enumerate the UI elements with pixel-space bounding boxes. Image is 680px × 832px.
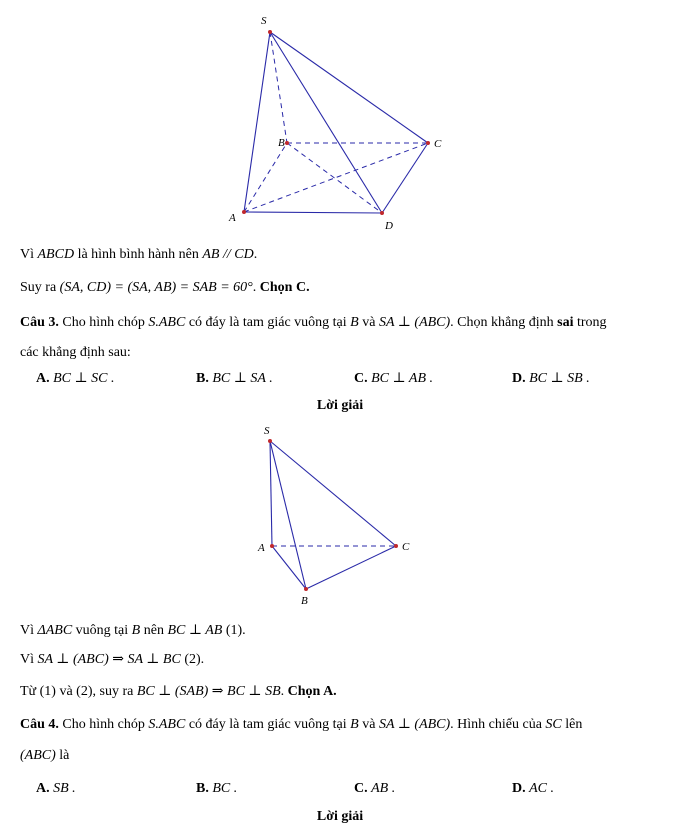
edge-SC <box>270 32 428 143</box>
edge-SA <box>244 32 270 212</box>
label-S: S <box>264 425 270 437</box>
q3-option-d: D. BC ⊥ SB . <box>512 371 590 386</box>
solution-3-line-1: Vì ΔABC vuông tại B nên BC ⊥ AB (1). <box>20 623 246 638</box>
diag-BD-hidden <box>287 143 382 213</box>
q3-option-b: B. BC ⊥ SA . <box>196 371 273 386</box>
q4-option-c: C. AB . <box>354 781 396 796</box>
edge-SA <box>270 441 272 546</box>
edge-SB-hidden <box>270 32 287 143</box>
question-number: Câu 3. <box>20 315 59 330</box>
solution-3-line-2: Vì SA ⊥ (ABC) ⇒ SA ⊥ BC (2). <box>20 652 205 667</box>
edge-SC <box>270 441 396 546</box>
q4-option-b: B. BC . <box>196 781 238 796</box>
label-D: D <box>385 220 393 232</box>
q4-option-a: A. SB . <box>36 781 76 796</box>
question-4-text-line2: (ABC) là <box>20 748 70 763</box>
pyramid-figure-2 <box>0 420 680 610</box>
edge-BC <box>306 546 396 589</box>
question-3-text-line2: các khẳng định sau: <box>20 345 131 360</box>
point-A <box>242 210 246 214</box>
solution-title-q3: Lời giải <box>316 398 364 413</box>
label-A: A <box>258 542 265 554</box>
edge-DC <box>382 143 428 213</box>
pyramid-figure-1 <box>0 0 680 240</box>
diag-AC-hidden <box>244 143 428 212</box>
answer-label: Chọn C. <box>259 280 310 295</box>
label-B: B <box>301 595 308 607</box>
q4-option-d: D. AC . <box>512 781 555 796</box>
point-S <box>268 30 272 34</box>
answer-label: Chọn A. <box>287 684 337 699</box>
question-3-text: Câu 3. Cho hình chóp S.ABC có đáy là tam giác vuông tại B và SA ⊥ (ABC). Chọn khẳng định sai trong <box>20 315 607 330</box>
label-C: C <box>434 138 442 150</box>
point-C <box>426 141 430 145</box>
text-line-parallelogram: Vì ABCD là hình bình hành nên AB // CD. <box>20 247 258 262</box>
q3-option-a: A. BC ⊥ SC . <box>36 371 115 386</box>
edge-AB-hidden <box>244 143 287 212</box>
edge-AD <box>244 212 382 213</box>
point-S <box>268 439 272 443</box>
text-line-angle: Suy ra (SA, CD) = (SA, AB) = SAB = 60°. Chọn C. <box>20 280 310 295</box>
label-S: S <box>261 15 267 27</box>
solution-3-line-3: Từ (1) và (2), suy ra BC ⊥ (SAB) ⇒ BC ⊥ SB. Chọn A. <box>20 684 337 699</box>
solution-title-q4: Lời giải <box>316 809 364 824</box>
point-D <box>380 211 384 215</box>
label-A: A <box>229 212 236 224</box>
label-B: B <box>278 137 285 149</box>
point-A <box>270 544 274 548</box>
edge-SD <box>270 32 382 213</box>
point-C <box>394 544 398 548</box>
q3-option-c: C. BC ⊥ AB . <box>354 371 434 386</box>
label-C: C <box>402 541 410 553</box>
point-B <box>285 141 289 145</box>
question-4-text: Câu 4. Cho hình chóp S.ABC có đáy là tam giác vuông tại B và SA ⊥ (ABC). Hình chiếu của SC lên <box>20 717 583 732</box>
point-B <box>304 587 308 591</box>
question-number: Câu 4. <box>20 717 59 732</box>
